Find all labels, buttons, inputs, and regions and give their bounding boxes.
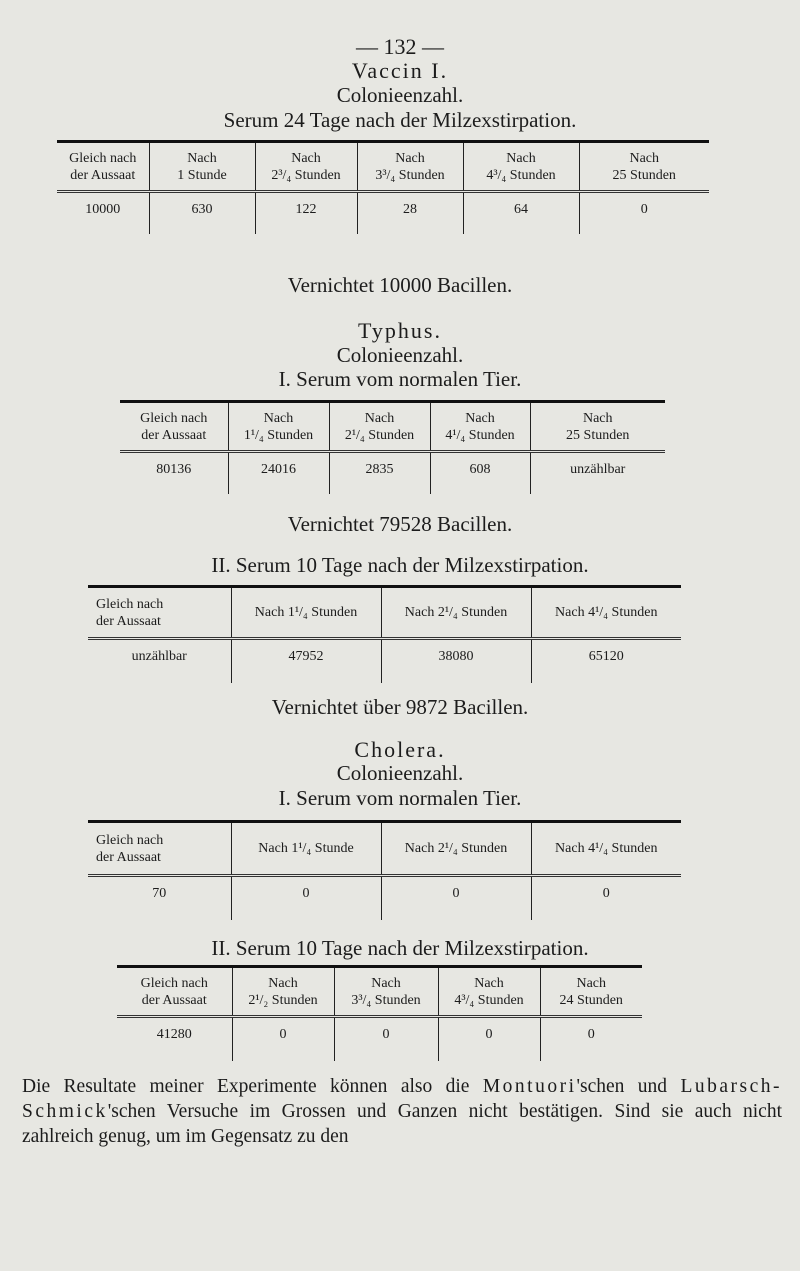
header-cell: Nach 2³/₄ Stunden bbox=[255, 142, 357, 192]
table-cell: 122 bbox=[255, 192, 357, 234]
table-header-row bbox=[120, 402, 665, 452]
header-cell: Nach 4¹/₄ Stunden bbox=[531, 822, 681, 876]
body-paragraph: Die Resultate meiner Experimente können also die Montuori'schen und Lubarsch-Schmick'schen Versuche im Grossen und Ganzen nicht bestätigen. Sind sie auch nicht zahlreich genug, um im Gegensatz zu den bbox=[22, 1076, 782, 1147]
header-cell: Nach 1¹/₄ Stunden bbox=[231, 587, 381, 639]
header-cell: Nach 4¹/₄ Stunden bbox=[531, 587, 681, 639]
table-row bbox=[88, 876, 681, 920]
table-cell: 0 bbox=[232, 1017, 334, 1061]
vaccin-result: Vernichtet 10000 Bacillen. bbox=[287, 273, 513, 297]
header-cell: Gleich nach der Aussaat bbox=[57, 142, 149, 192]
header-cell: Nach 4³/₄ Stunden bbox=[463, 142, 579, 192]
cholera-section2-heading: II. Serum 10 Tage nach der Milzexstirpation. bbox=[211, 936, 589, 960]
header-cell: Nach 4¹/₄ Stunden bbox=[430, 402, 530, 452]
table-header-row bbox=[57, 142, 709, 192]
table-cell: 0 bbox=[231, 876, 381, 920]
table-cell: 24016 bbox=[228, 452, 329, 494]
table-cell: 0 bbox=[531, 876, 681, 920]
page-number: — 132 — bbox=[356, 34, 444, 59]
typhus-section1-result: Vernichtet 79528 Bacillen. bbox=[287, 512, 513, 536]
table-cell: 41280 bbox=[117, 1017, 232, 1061]
header-cell: Nach 24 Stunden bbox=[540, 967, 642, 1017]
table-cell: 0 bbox=[381, 876, 531, 920]
typhus-subtitle: Colonieenzahl. bbox=[336, 343, 464, 367]
header-cell: Nach 2¹/₄ Stunden bbox=[381, 587, 531, 639]
table-cell: 38080 bbox=[381, 639, 531, 683]
table-cell: 608 bbox=[430, 452, 530, 494]
header-cell: Nach 3³/₄ Stunden bbox=[334, 967, 438, 1017]
table-cell: 2835 bbox=[329, 452, 430, 494]
typhus-table-1 bbox=[120, 400, 665, 494]
table-cell: 0 bbox=[540, 1017, 642, 1061]
table-cell: 80136 bbox=[120, 452, 228, 494]
cholera-title: Cholera. bbox=[354, 737, 446, 762]
header-cell: Nach 1¹/₄ Stunden bbox=[228, 402, 329, 452]
header-cell: Nach 25 Stunden bbox=[530, 402, 665, 452]
table-header-row bbox=[88, 587, 681, 639]
header-cell: Gleich nach der Aussaat bbox=[120, 402, 228, 452]
cholera-subtitle: Colonieenzahl. bbox=[336, 761, 464, 785]
header-cell: Nach 2¹/₄ Stunden bbox=[329, 402, 430, 452]
vaccin-title: Vaccin I. bbox=[351, 58, 449, 83]
header-cell: Nach 25 Stunden bbox=[579, 142, 709, 192]
table-cell: 64 bbox=[463, 192, 579, 234]
cholera-table-1 bbox=[88, 820, 681, 920]
author-name-lubarsch-schmick: Lubarsch-Schmick bbox=[22, 1076, 782, 1122]
table-cell: 0 bbox=[334, 1017, 438, 1061]
vaccin-table bbox=[57, 140, 709, 234]
table-row bbox=[57, 192, 709, 234]
table-row bbox=[120, 452, 665, 494]
header-cell: Nach 2¹/₄ Stunden bbox=[381, 822, 531, 876]
typhus-section1-heading: I. Serum vom normalen Tier. bbox=[278, 367, 522, 391]
typhus-section2-heading: II. Serum 10 Tage nach der Milzexstirpation. bbox=[211, 553, 589, 577]
table-header-row bbox=[117, 967, 642, 1017]
author-name-montuori: Montuori bbox=[482, 1076, 577, 1097]
header-cell: Nach 3³/₄ Stunden bbox=[357, 142, 463, 192]
header-cell: Gleich nach der Aussaat bbox=[117, 967, 232, 1017]
header-cell: Nach 1¹/₄ Stunde bbox=[231, 822, 381, 876]
table-header-row bbox=[88, 822, 681, 876]
table-row bbox=[88, 639, 681, 683]
table-cell: 630 bbox=[149, 192, 255, 234]
header-cell: Gleich nach der Aussaat bbox=[88, 822, 231, 876]
table-row bbox=[117, 1017, 642, 1061]
table-cell: 28 bbox=[357, 192, 463, 234]
cholera-section1-heading: I. Serum vom normalen Tier. bbox=[278, 786, 522, 810]
table-cell: 0 bbox=[579, 192, 709, 234]
table-cell: 65120 bbox=[531, 639, 681, 683]
typhus-section2-result: Vernichtet über 9872 Bacillen. bbox=[271, 695, 529, 719]
cholera-table-2 bbox=[117, 965, 642, 1061]
table-cell: 47952 bbox=[231, 639, 381, 683]
header-cell: Nach 2¹/₂ Stunden bbox=[232, 967, 334, 1017]
header-cell: Gleich nach der Aussaat bbox=[88, 587, 231, 639]
table-cell: 70 bbox=[88, 876, 231, 920]
header-cell: Nach 4³/₄ Stunden bbox=[438, 967, 540, 1017]
table-cell: unzählbar bbox=[530, 452, 665, 494]
vaccin-subtitle: Colonieenzahl. bbox=[336, 83, 464, 107]
header-cell: Nach 1 Stunde bbox=[149, 142, 255, 192]
typhus-table-2 bbox=[88, 585, 681, 683]
table-cell: 0 bbox=[438, 1017, 540, 1061]
typhus-title: Typhus. bbox=[358, 318, 442, 343]
vaccin-section-heading: Serum 24 Tage nach der Milzexstirpation. bbox=[223, 108, 577, 132]
table-cell: unzählbar bbox=[88, 639, 231, 683]
table-cell: 10000 bbox=[57, 192, 149, 234]
